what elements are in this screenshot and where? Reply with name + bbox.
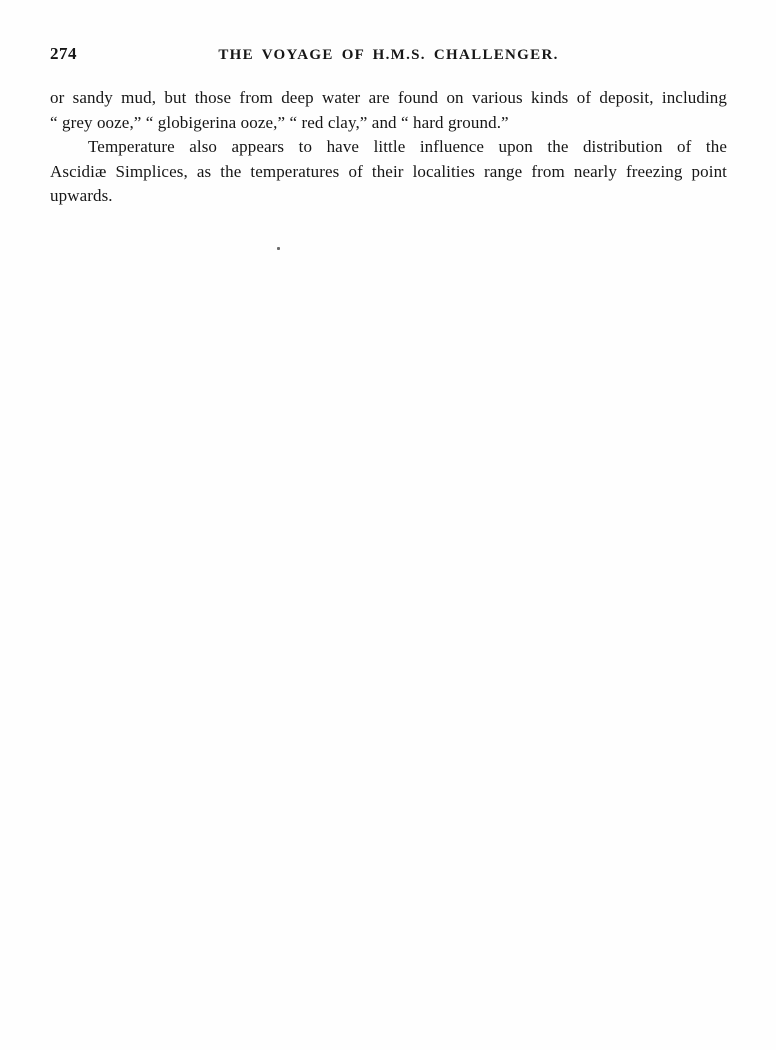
paragraph-2 — [50, 135, 727, 209]
paragraph-1 — [50, 86, 727, 135]
text-line: “ grey ooze,” “ globigerina ooze,” “ red clay,” and “ hard ground.” — [50, 112, 509, 132]
text-line: Temperature also appears to have little influence upon the distribution of the — [88, 137, 727, 157]
text-line: Ascidiæ Simplices, as the temperatures of their localities range from nearly freezing point — [50, 161, 727, 181]
body-text — [50, 86, 727, 209]
page-header — [50, 44, 727, 68]
scan-artifact-speck — [277, 247, 280, 250]
text-line: upwards. — [50, 186, 113, 206]
text-line: or sandy mud, but those from deep water are found on various kinds of deposit, including — [50, 88, 727, 107]
page-number: 274 — [50, 44, 77, 63]
running-title: THE VOYAGE OF H.M.S. CHALLENGER. — [218, 47, 559, 63]
